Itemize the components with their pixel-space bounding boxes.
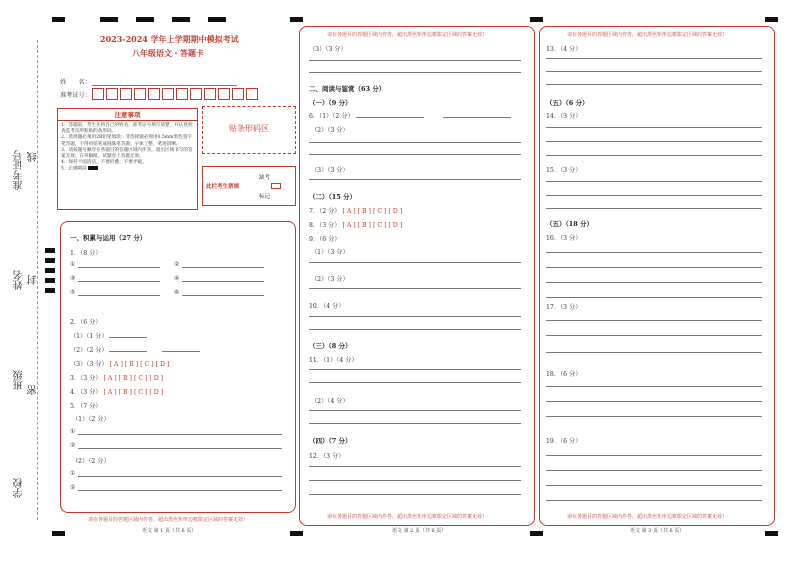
question-2-2: （2）（2 分） — [70, 347, 108, 354]
answer-line[interactable] — [309, 494, 521, 495]
answer-line[interactable] — [109, 351, 147, 352]
choice-options[interactable]: [ A ] [ B ] [ C ] [ D ] — [103, 375, 164, 382]
question-2: 2．（6 分） — [70, 319, 102, 326]
id-boxes[interactable] — [92, 88, 260, 100]
answer-line[interactable] — [182, 281, 264, 282]
answer-line[interactable] — [182, 295, 264, 296]
blank-label: ⑤ — [70, 289, 76, 296]
alignment-mark — [290, 17, 303, 22]
side-name-label: 姓名 — [14, 270, 25, 290]
answer-line[interactable] — [546, 282, 762, 283]
answer-line[interactable] — [546, 401, 762, 402]
answer-line[interactable] — [546, 195, 762, 196]
question-5-2: （2）（2 分） — [72, 458, 110, 465]
question-9-1: （1）（3 分） — [311, 249, 349, 256]
answer-line[interactable] — [546, 155, 762, 156]
answer-line[interactable] — [78, 434, 282, 435]
alignment-mark — [172, 17, 190, 22]
answer-line[interactable] — [546, 58, 762, 59]
part-6-title: （五）（18 分） — [546, 220, 594, 228]
part-2-title: （二）（15 分） — [309, 193, 357, 201]
absent-label: 此栏考生禁填 — [206, 184, 240, 190]
answer-line[interactable] — [443, 117, 511, 118]
answer-line[interactable] — [78, 476, 282, 477]
notice-box — [57, 108, 198, 210]
answer-line[interactable] — [309, 316, 521, 317]
absent-checkbox[interactable] — [271, 183, 281, 189]
answer-line[interactable] — [78, 281, 160, 282]
part-1-title: （一）（9 分） — [309, 99, 352, 107]
answer-line[interactable] — [309, 466, 521, 467]
question-17: 17．（3 分） — [546, 304, 582, 311]
notice-title: 注意事项 — [58, 109, 197, 121]
answer-line[interactable] — [309, 154, 521, 155]
answer-line[interactable] — [546, 84, 762, 85]
question-11-2: （2）（4 分） — [311, 398, 349, 405]
question-3: 3．（3 分） [ A ] [ B ] [ C ] [ D ] — [70, 375, 164, 382]
page-footer-1: 语文 第 1 页（共 6 页） — [142, 528, 197, 534]
section-1-title: 一、积累与运用（27 分） — [70, 234, 147, 242]
answer-line[interactable] — [546, 267, 762, 268]
blank-label: ② — [70, 484, 76, 491]
answer-line[interactable] — [309, 262, 521, 263]
question-4: 4．（3 分） [ A ] [ B ] [ C ] [ D ] — [70, 389, 164, 396]
exam-subtitle: 八年级语文・答题卡 — [132, 48, 204, 58]
answer-line[interactable] — [309, 288, 521, 289]
answer-line[interactable] — [546, 335, 762, 336]
bounds-warning: 请在各题目的答题区域内作答，超出黑色矩形边框限定区域的答案无效！ — [327, 32, 488, 38]
answer-line[interactable] — [546, 297, 762, 298]
section-2-title: 二、阅读与鉴赏（63 分） — [309, 85, 386, 93]
question-5-1: （1）（2 分） — [72, 416, 110, 423]
notice-item: 3．请按题号顺序在各题目的答题区域内作答，超出区域书写的答案无效；在草稿纸、试题卷上答题无效。 — [61, 147, 193, 160]
answer-line[interactable] — [546, 485, 762, 486]
blank-label: ③ — [70, 275, 76, 282]
question-2-3: （3）（3 分） [ A ] [ B ] [ C ] [ D ] — [70, 361, 170, 368]
answer-line[interactable] — [182, 267, 264, 268]
alignment-mark — [45, 258, 55, 263]
answer-line[interactable] — [309, 410, 521, 411]
blank-label: ② — [174, 261, 180, 268]
bounds-warning: 请在各题目的答题区域内作答，超出黑色矩形边框限定区域的答案无效！ — [88, 517, 249, 523]
quekao-label: 缺考 — [259, 175, 271, 181]
question-10: 10．（4 分） — [309, 303, 345, 310]
question-9: 9．（6 分） — [309, 236, 341, 243]
notice-item: 5．正确填涂 — [61, 166, 194, 173]
answer-line[interactable] — [78, 448, 282, 449]
question-3-3: （3）（3 分） — [309, 46, 347, 53]
answer-line[interactable] — [546, 127, 762, 128]
answer-line[interactable] — [162, 351, 200, 352]
answer-line[interactable] — [356, 117, 424, 118]
name-label: 姓 名： — [60, 79, 91, 86]
question-19: 19．（6 分） — [546, 438, 582, 445]
answer-line[interactable] — [309, 480, 521, 481]
answer-line[interactable] — [546, 470, 762, 471]
alignment-mark — [765, 531, 778, 536]
side-class-label: 班级 — [14, 370, 25, 390]
answer-line[interactable] — [546, 386, 762, 387]
alignment-mark — [45, 248, 55, 253]
answer-line[interactable] — [78, 295, 160, 296]
blank-label: ① — [70, 470, 76, 477]
alignment-mark — [765, 17, 778, 22]
alignment-mark — [290, 531, 303, 536]
alignment-mark — [45, 268, 55, 273]
answer-line[interactable] — [546, 416, 762, 417]
question-13: 13．（4 分） — [546, 46, 582, 53]
part-5-title: （五）（6 分） — [546, 99, 589, 107]
part-3-title: （三）（8 分） — [309, 342, 352, 350]
question-14: 14．（3 分） — [546, 113, 582, 120]
choice-options[interactable]: [ A ] [ B ] [ C ] [ D ] — [109, 361, 170, 368]
alignment-mark — [52, 17, 65, 22]
name-field[interactable] — [92, 85, 237, 86]
answer-line[interactable] — [546, 252, 762, 253]
page-footer-2: 语文 第 2 页（共 6 页） — [392, 528, 447, 534]
barcode-area: 贴条形码区 — [202, 106, 296, 154]
answer-line[interactable] — [546, 71, 762, 72]
answer-line[interactable] — [78, 267, 160, 268]
blank-label: ② — [70, 442, 76, 449]
side-xian: 线 — [28, 152, 39, 162]
side-mi: 密 — [28, 385, 39, 395]
exam-title: 2023-2024 学年上学期期中模拟考试 — [100, 34, 239, 44]
biaoji-label: 标记 — [259, 194, 271, 200]
part-4-title: （四）（7 分） — [309, 437, 352, 445]
alignment-mark — [45, 288, 55, 293]
id-label: 准考证号： — [60, 92, 91, 99]
question-6-3: （3）（3 分） — [311, 167, 349, 174]
absent-box — [202, 166, 296, 206]
side-feng: 封 — [28, 275, 39, 285]
bounds-warning: 请在各题目的答题区域内作答，超出黑色矩形边框限定区域的答案无效！ — [327, 514, 488, 520]
question-6-2: （2）（3 分） — [311, 127, 349, 134]
answer-line[interactable] — [546, 500, 762, 501]
question-7: 7．（2 分） [ A ] [ B ] [ C ] [ D ] — [309, 208, 403, 215]
notice-item: 4．保持卡面清洁，不要折叠、不要弄破。 — [61, 160, 147, 166]
answer-line[interactable] — [546, 141, 762, 142]
answer-line[interactable] — [546, 181, 762, 182]
alignment-mark — [136, 17, 154, 22]
blank-label: ④ — [174, 275, 180, 282]
alignment-mark — [52, 531, 65, 536]
blank-label: ⑥ — [174, 289, 180, 296]
alignment-mark — [100, 17, 118, 22]
blank-label: ① — [70, 428, 76, 435]
answer-line[interactable] — [309, 423, 521, 424]
side-school-label: 学校 — [14, 478, 25, 498]
question-18: 18．（6 分） — [546, 371, 582, 378]
question-5: 5．（7 分） — [70, 403, 102, 410]
question-12: 12．（3 分） — [309, 453, 345, 460]
answer-line[interactable] — [546, 208, 762, 209]
answer-line[interactable] — [546, 455, 762, 456]
blank-label: ① — [70, 261, 76, 268]
choice-options[interactable]: [ A ] [ B ] [ C ] [ D ] — [342, 208, 403, 215]
filled-sample-mark — [88, 166, 98, 170]
bounds-warning: 请在各题目的答题区域内作答，超出黑色矩形边框限定区域的答案无效！ — [567, 514, 728, 520]
question-8: 8．（3 分） [ A ] [ B ] [ C ] [ D ] — [309, 222, 403, 229]
question-16: 16．（3 分） — [546, 235, 582, 242]
question-15: 15．（3 分） — [546, 167, 582, 174]
page-footer-3: 语文 第 3 页（共 6 页） — [630, 528, 685, 534]
choice-options[interactable]: [ A ] [ B ] [ C ] [ D ] — [103, 389, 164, 396]
answer-line[interactable] — [309, 382, 521, 383]
answer-line[interactable] — [309, 179, 521, 180]
question-6-1: 6．（1）（2 分） — [309, 113, 354, 120]
answer-line[interactable] — [309, 369, 521, 370]
question-2-1: （1）（1 分） — [70, 333, 108, 340]
notice-item: 1．答题前，考生先将自己的姓名，准考证号填写清楚，并认真检查监考员所粘贴的条形码。 — [61, 123, 193, 135]
question-9-2: （2）（3 分） — [311, 276, 349, 283]
choice-options[interactable]: [ A ] [ B ] [ C ] [ D ] — [342, 222, 403, 229]
alignment-mark — [530, 17, 543, 22]
answer-line[interactable] — [309, 329, 521, 330]
answer-line[interactable] — [78, 490, 282, 491]
answer-line[interactable] — [546, 320, 762, 321]
notice-item: 2．选择题必须用2B铅笔填涂；非选择题必须用0.5mm黑色签字笔答题，不得用铅笔或圆珠笔答题；字体工整、笔迹清晰。 — [61, 135, 192, 147]
alignment-mark — [45, 278, 55, 283]
answer-line[interactable] — [109, 337, 147, 338]
question-11-1: 11．（1）（4 分） — [309, 357, 358, 364]
answer-line[interactable] — [309, 72, 521, 73]
question-1: 1．（8 分） — [70, 250, 102, 257]
answer-line[interactable] — [309, 142, 521, 143]
answer-line[interactable] — [546, 352, 762, 353]
alignment-mark — [530, 531, 543, 536]
answer-line[interactable] — [309, 60, 521, 61]
alignment-mark — [208, 17, 226, 22]
side-id-label: 准考证号 — [14, 150, 25, 190]
bounds-warning: 请在各题目的答题区域内作答，超出黑色矩形边框限定区域的答案无效！ — [567, 32, 728, 38]
